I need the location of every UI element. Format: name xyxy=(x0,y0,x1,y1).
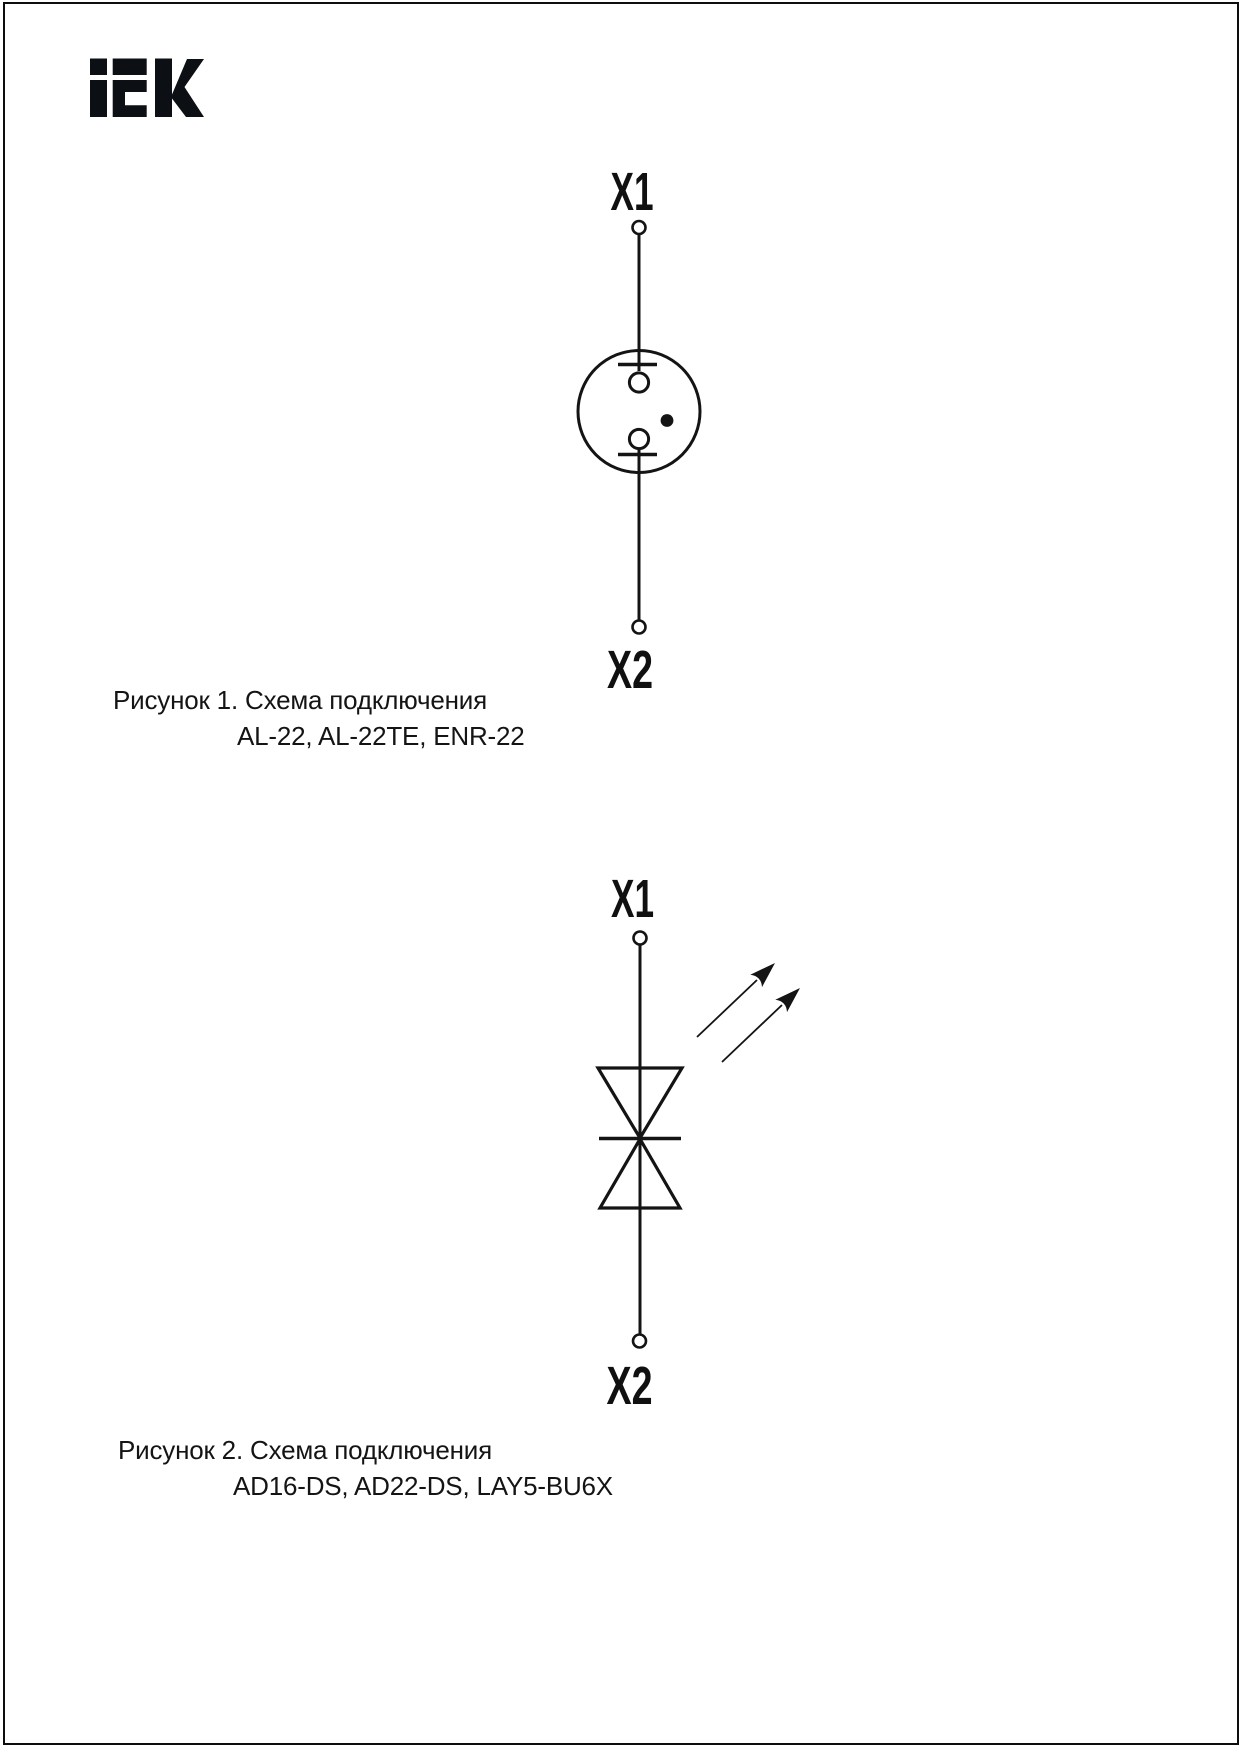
figure-2-caption xyxy=(118,1433,613,1504)
lamp-bottom-electrode-circle xyxy=(629,429,648,448)
figure-1-caption-models: AL-22, AL-22TE, ENR-22 xyxy=(237,720,525,751)
figure-2-caption-title: Рисунок 2. Схема подключения xyxy=(118,1435,492,1465)
figure-2-terminal-x2-circle xyxy=(633,1335,646,1348)
logo-e-top-bar xyxy=(113,59,147,76)
figure-1-caption xyxy=(113,683,525,754)
iek-logo xyxy=(90,58,207,117)
figure-1-terminal-x2-circle xyxy=(633,621,646,634)
figure-1-caption-title: Рисунок 1. Схема подключения xyxy=(113,685,487,715)
figure-1-terminal-x2-label: X2 xyxy=(607,640,653,700)
figure-1-terminal-x1-circle xyxy=(633,221,646,234)
logo-k-stem xyxy=(155,59,172,118)
iek-logo-glyphs xyxy=(90,59,204,118)
figure-2-terminal-x1-label: X1 xyxy=(611,869,654,929)
figure-1-terminal-x1-label: X1 xyxy=(610,162,654,222)
figure-2-terminal-x2-label: X2 xyxy=(606,1356,653,1415)
lamp-gas-dot xyxy=(661,414,674,427)
emission-arrow-2-shaft xyxy=(722,1005,782,1062)
figure-2-terminal-x1-circle xyxy=(634,932,647,945)
emission-arrow-1-shaft xyxy=(697,980,757,1037)
figure-2-caption-models: AD16-DS, AD22-DS, LAY5-BU6X xyxy=(233,1470,613,1501)
logo-i-stem xyxy=(90,80,107,117)
logo-i-dot xyxy=(90,59,107,76)
figure-2-diagram xyxy=(540,850,830,1415)
figure-1-diagram xyxy=(540,140,740,715)
logo-e-body xyxy=(113,80,147,117)
logo-k-arms xyxy=(172,59,204,117)
led-emission-arrows-icon xyxy=(697,963,800,1062)
lamp-top-electrode-circle xyxy=(629,373,648,392)
